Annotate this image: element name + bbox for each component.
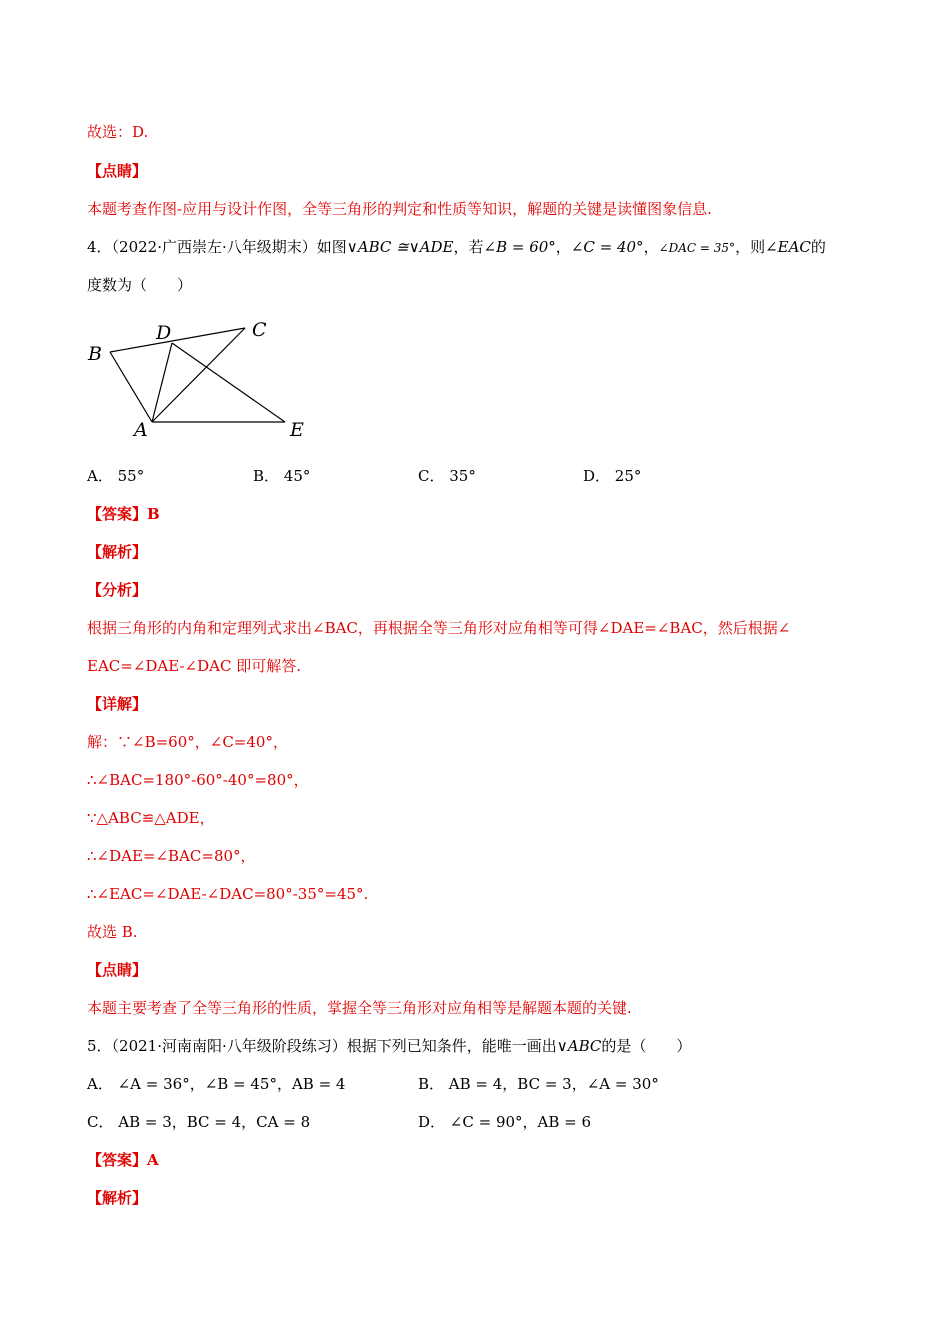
jiexi-5: 【解析】 bbox=[87, 1189, 148, 1207]
question-4-ask: ∠EAC bbox=[765, 238, 811, 256]
question-5-tail: 的是（ ） bbox=[601, 1037, 692, 1055]
triangle-figure bbox=[80, 312, 320, 444]
question-4-mid: ，若 bbox=[453, 238, 484, 256]
q5-option-c: C． AB = 3，BC = 4，CA = 8 bbox=[87, 1113, 311, 1131]
fenxi-line1: 根据三角形的内角和定理列式求出∠BAC，再根据全等三角形对应角相等可得∠DAE=∠BAC，然后根据∠ bbox=[87, 619, 791, 637]
question-5-triangle: ∨ABC bbox=[556, 1037, 602, 1055]
option-d: D． 25° bbox=[583, 467, 642, 485]
step-2: ∴∠BAC=180°-60°-40°=80°， bbox=[87, 771, 309, 789]
xiangjie-heading: 【详解】 bbox=[87, 695, 148, 713]
question-4-tail: 的 bbox=[810, 238, 826, 256]
option-c: C． 35° bbox=[418, 467, 476, 485]
fenxi-heading: 【分析】 bbox=[87, 581, 148, 599]
question-4-prefix: 4．（2022·广西崇左·八年级期末）如图 bbox=[87, 238, 347, 256]
q5-option-a: A． ∠A = 36°，∠B = 45°，AB = 4 bbox=[87, 1075, 346, 1093]
question-4-angle-b: ∠B = 60° bbox=[483, 238, 556, 256]
label-e: E bbox=[290, 419, 304, 441]
question-4-congruence: ∨ABC ≅∨ADE bbox=[346, 238, 454, 256]
question-4-line2: 度数为（ ） bbox=[87, 276, 193, 294]
option-a: A． 55° bbox=[87, 467, 145, 485]
label-c: C bbox=[252, 319, 267, 341]
step-3: ∵△ABC≌△ADE， bbox=[87, 809, 215, 827]
question-5-prefix: 5．（2021·河南南阳·八年级阶段练习）根据下列已知条件，能唯一画出 bbox=[87, 1037, 557, 1055]
jiexi-4: 【解析】 bbox=[87, 543, 148, 561]
step-4: ∴∠DAE=∠BAC=80°， bbox=[87, 847, 256, 865]
q5-option-b: B． AB = 4，BC = 3，∠A = 30° bbox=[418, 1075, 659, 1093]
step-5: ∴∠EAC=∠DAE-∠DAC=80°-35°=45°. bbox=[87, 885, 369, 903]
label-b: B bbox=[88, 343, 102, 365]
answer-5: 【答案】A bbox=[87, 1151, 159, 1169]
section-heading-dianjing: 【点睛】 bbox=[87, 162, 148, 180]
dianjing-text: 本题主要考查了全等三角形的性质，掌握全等三角形对应角相等是解题本题的关键. bbox=[87, 999, 632, 1017]
comment-text: 本题考查作图-应用与设计作图，全等三角形的判定和性质等知识，解题的关键是读懂图象信息. bbox=[87, 200, 712, 218]
q5-option-d: D． ∠C = 90°，AB = 6 bbox=[418, 1113, 592, 1131]
question-4-angle-dac: ∠DAC = 35° bbox=[658, 241, 736, 255]
question-4-angle-c: ∠C = 40° bbox=[570, 238, 644, 256]
label-d: D bbox=[156, 322, 172, 344]
option-b: B． 45° bbox=[253, 467, 311, 485]
question-5-line bbox=[87, 1036, 691, 1056]
guxuan-b: 故选 B. bbox=[87, 923, 138, 941]
question-4-line1: 4．（2022·广西崇左·八年级期末）如图∨ABC ≅∨ADE，若∠B = 60°，∠C = 40°，∠DAC = 35°，则∠EAC的 bbox=[87, 238, 826, 256]
label-a: A bbox=[134, 419, 148, 441]
question-4-then: ，则 bbox=[735, 238, 766, 256]
dianjing-heading: 【点睛】 bbox=[87, 961, 148, 979]
conclusion-line: 故选：D. bbox=[87, 123, 149, 141]
answer-4: 【答案】B bbox=[87, 505, 160, 523]
step-1: 解：∵∠B=60°，∠C=40°， bbox=[87, 733, 288, 751]
fenxi-line2: EAC=∠DAE-∠DAC 即可解答. bbox=[87, 657, 301, 675]
